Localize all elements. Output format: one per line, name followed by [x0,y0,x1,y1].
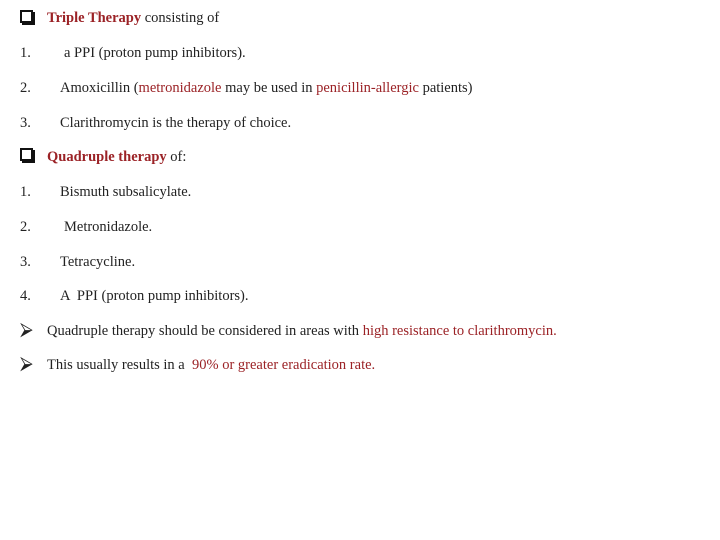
triple-therapy-heading [47,9,219,27]
triple-item-2-highlight-1: metronidazole [138,80,222,96]
triple-item-1-text: a PPI (proton pump inhibitors). [64,45,246,61]
triple-item-2-mid: may be used in [221,80,317,96]
quad-item-2-number: 2. [20,219,31,235]
triple-item-2-highlight-2: penicillin-allergic [316,80,419,96]
note-2 [47,356,375,374]
triple-item-3-text: Clarithromycin is the therapy of choice. [60,115,292,131]
quad-item-4-text: A PPI (proton pump inhibitors). [60,288,249,304]
quad-item-1-number: 1. [20,184,31,200]
arrow-bullet-icon: ⮚ [20,353,33,374]
checkbox-bullet-icon [20,10,33,23]
quad-item-3-number: 3. [20,254,31,270]
quadruple-therapy-title: Quadruple therapy [47,149,167,165]
quadruple-therapy-suffix: of: [166,149,187,165]
arrow-bullet-icon: ⮚ [20,319,33,340]
note-2-highlight: 90% or greater eradication rate. [188,357,376,373]
note-1-highlight: high resistance to clarithromycin. [362,323,557,339]
triple-item-2-post: patients) [418,80,473,96]
checkbox-bullet-icon [20,148,33,161]
triple-therapy-title: Triple Therapy [47,10,142,26]
note-1 [47,322,557,340]
quadruple-therapy-heading [47,148,186,166]
quad-item-3-text: Tetracycline. [60,254,136,270]
note-2-pre: This usually results in a [47,357,189,373]
triple-item-3-number: 3. [20,115,31,131]
quad-item-1-text: Bismuth subsalicylate. [60,184,192,200]
note-1-pre: Quadruple therapy should be considered in areas with [47,323,363,339]
triple-item-1-number: 1. [20,45,31,61]
triple-therapy-suffix: consisting of [141,10,220,26]
quad-item-4-number: 4. [20,288,31,304]
triple-item-2-pre: Amoxicillin ( [60,80,139,96]
quad-item-2-text: Metronidazole. [64,219,153,235]
triple-item-2-number: 2. [20,80,31,96]
triple-item-2-text [60,79,473,97]
